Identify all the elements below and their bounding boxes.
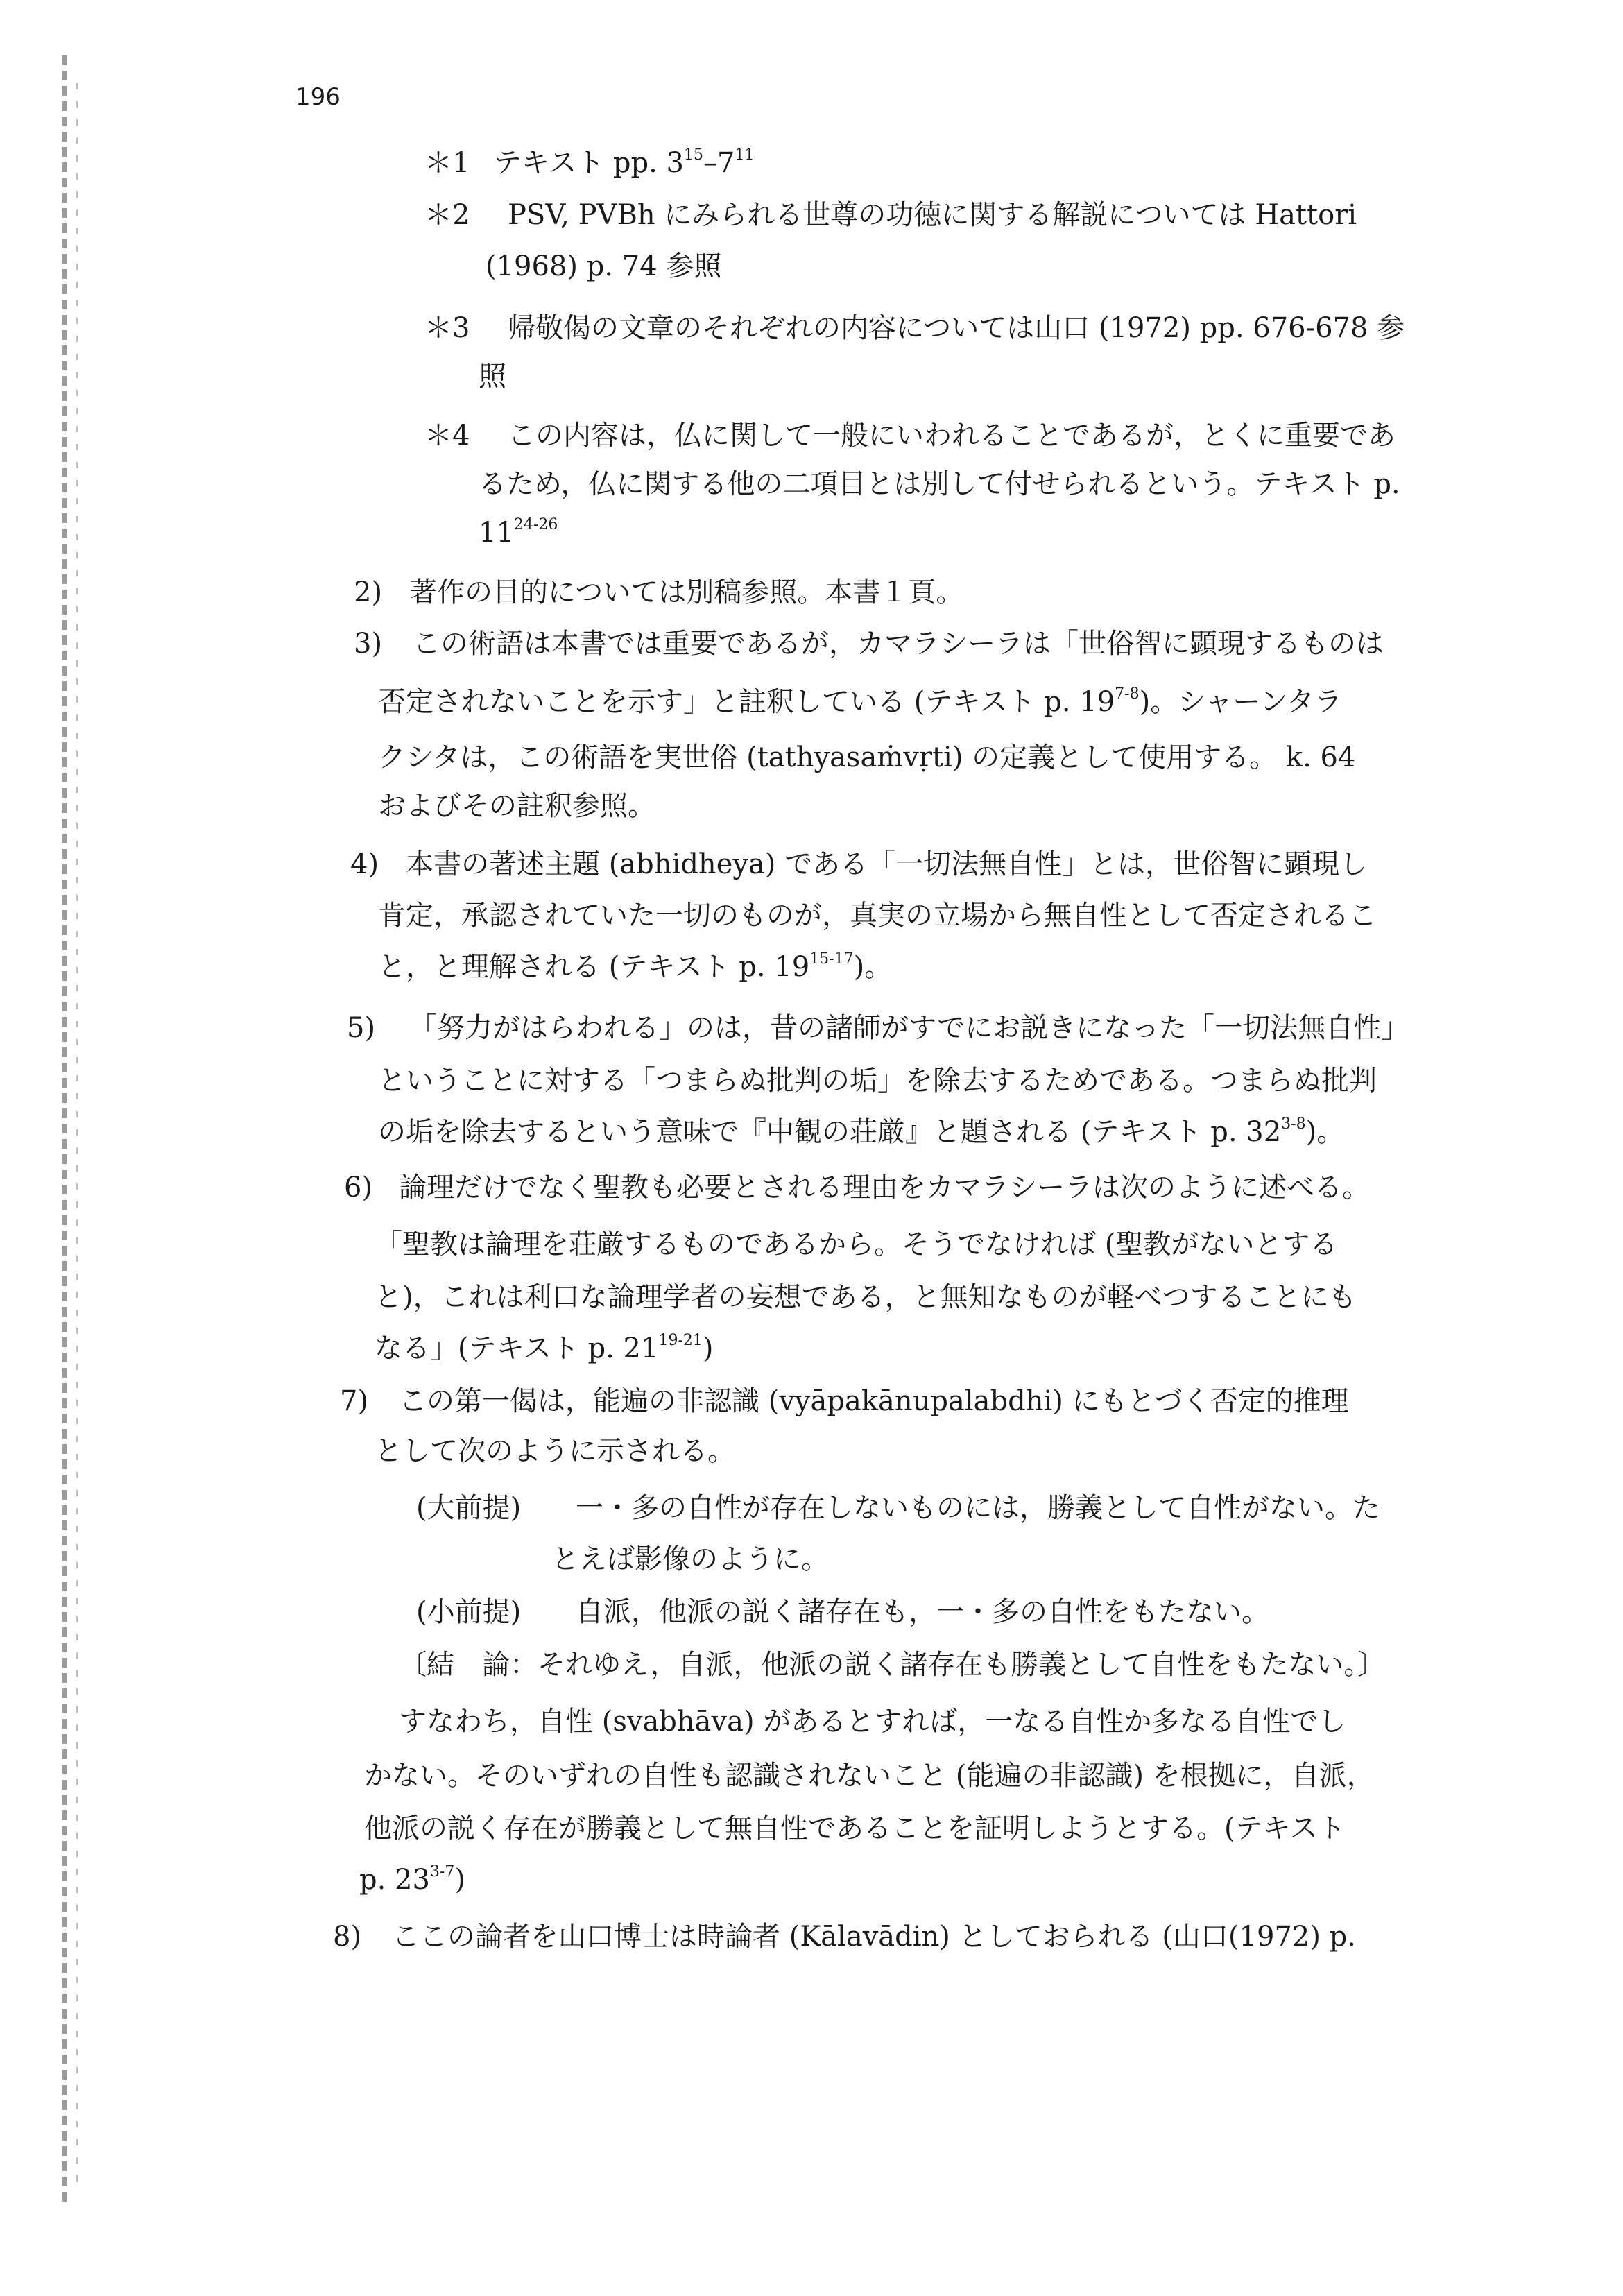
starnote-line: この内容は，仏に関して一般にいわれることであるが，とくに重要であ (508, 420, 1396, 452)
note-line: およびその註釈参照。 (378, 790, 655, 822)
note-marker: 2) (354, 576, 383, 608)
note-line: すなわち，自性 (svabhāva) があるとすれば，一なる自性か多なる自性でし (399, 1706, 1346, 1738)
note-marker: 3) (354, 628, 383, 660)
starnote-marker: ＊2 (424, 199, 470, 231)
note-line: 論理だけでなく聖教も必要とされる理由をカマラシーラは次のように述べる。 (399, 1172, 1370, 1203)
note-line: この術語は本書では重要であるが，カマラシーラは「世俗智に顕現するものは (413, 628, 1384, 660)
note-line: 自派，他派の説く諸存在も，一・多の自性をもたない。 (576, 1596, 1269, 1628)
note-line: なる」(テキスト p. 21$^{19-21}$) (375, 1332, 714, 1364)
starnote-marker: ＊1 (424, 147, 470, 179)
note-line: 他派の説く存在が勝義として無自性であることを証明しようとする。(テキスト (364, 1813, 1346, 1844)
note-line: かない。そのいずれの自性も認識されないこと (能遍の非認識) を根拠に，自派， (364, 1760, 1375, 1792)
note-line: 「聖教は論理を荘厳するものであるから。そうでなければ (聖教がないとする (375, 1228, 1338, 1260)
note-line: この第一偈は，能遍の非認識 (vyāpakānupalabdhi) にもとづく否定的推理 (399, 1385, 1349, 1417)
starnote-line: (1968) p. 74 参照 (486, 250, 722, 282)
syllogism-label-minor: (小前提) (416, 1596, 522, 1628)
note-line: の垢を除去するという意味で『中観の荘厳』と題される (テキスト p. 32$^{3-8}$)。 (378, 1115, 1345, 1148)
note-marker: 6) (344, 1172, 373, 1203)
note-marker: 8) (333, 1921, 362, 1953)
starnote-line: 11$^{24-26}$ (479, 516, 558, 549)
note-line: ここの論者を山口博士は時論者 (Kālavādin) としておられる (山口(1972) p. (392, 1921, 1356, 1953)
note-line: とえば影像のように。 (551, 1543, 829, 1575)
starnote-marker: ＊3 (424, 312, 470, 344)
starnote-line: 帰敬偈の文章のそれぞれの内容については山口 (1972) pp. 676-678 参 (508, 312, 1405, 344)
note-line: 一・多の自性が存在しないものには，勝義として自性がない。た (576, 1492, 1380, 1524)
binding-margin-rule-thin (76, 83, 78, 2192)
syllogism-label-major: (大前提) (416, 1492, 522, 1524)
syllogism-conclusion: 〔結 論：それゆえ，自派，他派の説く諸存在も勝義として自性をもたない。〕 (399, 1649, 1386, 1681)
binding-margin-rule (62, 55, 67, 2206)
starnote-line: るため，仏に関する他の二項目とは別して付せられるという。テキスト p. (479, 468, 1400, 500)
note-line: として次のように示される。 (375, 1435, 735, 1467)
note-line: と)，これは利口な論理学者の妄想である，と無知なものが軽べつすることにも (375, 1281, 1357, 1313)
note-line: 「努力がはらわれる」のは，昔の諸師がすでにお説きになった「一切法無自性」 (409, 1012, 1409, 1044)
page-number: 196 (295, 83, 341, 111)
starnote-marker: ＊4 (424, 420, 470, 452)
note-marker: 4) (350, 848, 379, 880)
starnote-line: 照 (479, 361, 506, 393)
starnote-line: テキスト pp. $3^{15}-7^{11}$ (494, 146, 755, 179)
note-line: ということに対する「つまらぬ批判の垢」を除去するためである。つまらぬ批判 (378, 1065, 1377, 1097)
note-marker: 7) (340, 1385, 369, 1417)
note-line: 著作の目的については別稿参照。本書１頁。 (409, 576, 964, 608)
starnote-line: PSV, PVBh にみられる世尊の功徳に関する解説については Hattori (508, 199, 1357, 231)
note-line: クシタは，この術語を実世俗 (tathyasaṁvṛti) の定義として使用する。 k. 64 (378, 742, 1356, 773)
note-line: と，と理解される (テキスト p. 19$^{15-17}$)。 (378, 950, 893, 983)
note-marker: 5) (347, 1012, 376, 1044)
note-line: 本書の著述主題 (abhidheya) である「一切法無自性」とは，世俗智に顕現し (406, 848, 1368, 880)
note-line: 肯定，承認されていた一切のものが，真実の立場から無自性として否定されるこ (378, 900, 1377, 932)
note-line: 否定されないことを示す」と註釈している (テキスト p. 19$^{7-8}$)。シャーンタラ (378, 685, 1343, 718)
note-line: p. 23$^{3-7}$) (359, 1863, 465, 1896)
